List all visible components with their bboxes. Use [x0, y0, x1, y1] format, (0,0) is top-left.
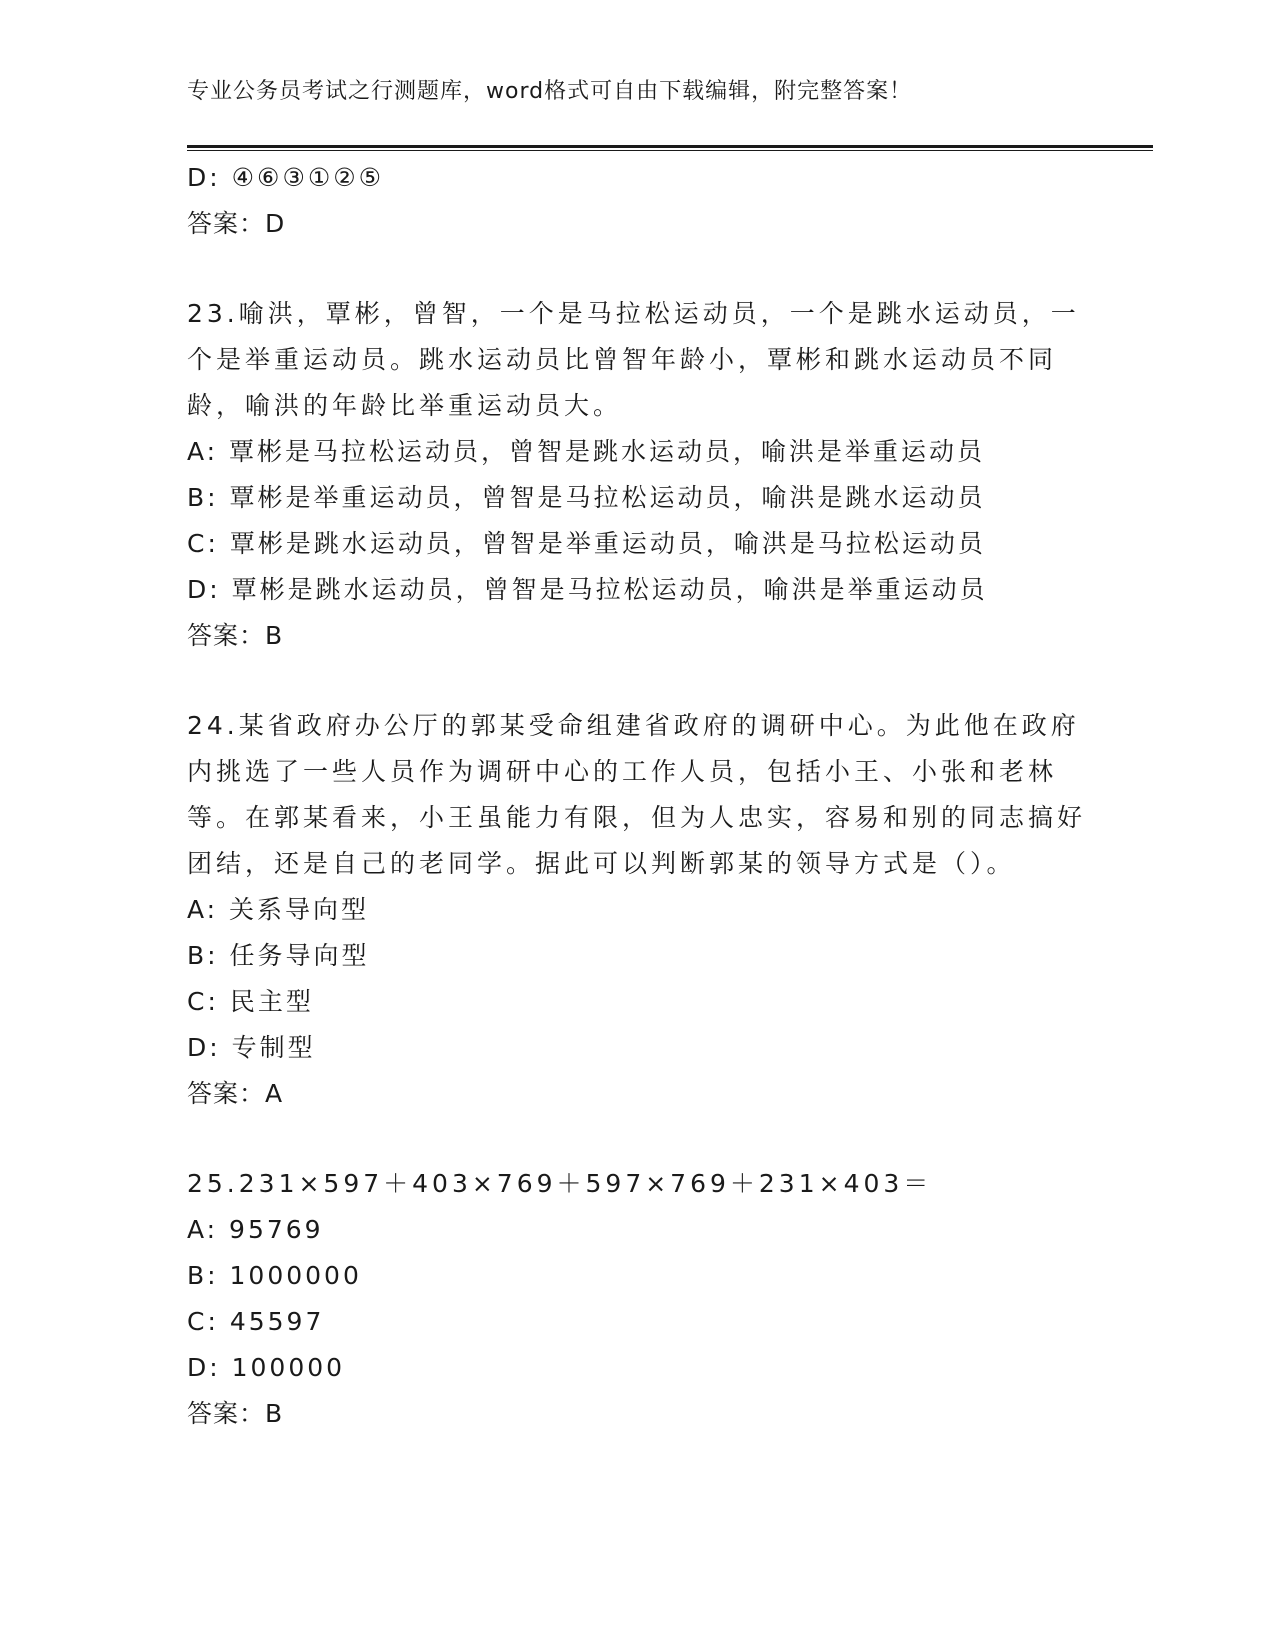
option-a: A: 覃彬是马拉松运动员，曾智是跳水运动员，喻洪是举重运动员 [187, 437, 986, 466]
question-stem: 23.喻洪，覃彬，曾智，一个是马拉松运动员，一个是跳水运动员，一个是举重运动员。跳水运动员比曾智年龄小，覃彬和跳水运动员不同龄，喻洪的年龄比举重运动员大。 [187, 299, 1080, 420]
spacer [187, 659, 1087, 703]
option-c: C: 民主型 [187, 987, 314, 1016]
prev-question-option-d: D: ④⑥③①②⑤ [187, 163, 385, 192]
option-d: D: 100000 [187, 1353, 346, 1382]
question-stem: 25.231×597＋403×769＋597×769＋231×403＝ [187, 1169, 933, 1198]
option-d: D: 覃彬是跳水运动员，曾智是马拉松运动员，喻洪是举重运动员 [187, 575, 988, 604]
question-block-23 [187, 291, 1087, 659]
answer-line: 答案：A [187, 1079, 284, 1108]
answer-line: 答案：B [187, 1399, 284, 1428]
question-block-24 [187, 703, 1087, 1117]
option-b: B: 任务导向型 [187, 941, 370, 970]
option-b: B: 1000000 [187, 1261, 362, 1290]
option-a: A: 关系导向型 [187, 895, 370, 924]
option-b: B: 覃彬是举重运动员，曾智是马拉松运动员，喻洪是跳水运动员 [187, 483, 986, 512]
header-rule-thin [187, 150, 1153, 151]
document-body [187, 155, 1087, 1437]
option-d: D: 专制型 [187, 1033, 316, 1062]
question-stem: 24.某省政府办公厅的郭某受命组建省政府的调研中心。为此他在政府内挑选了一些人员作为调研中心的工作人员，包括小王、小张和老林等。在郭某看来，小王虽能力有限，但为人忠实，容易和别的同志搞好团结，还是自己的老同学。据此可以判断郭某的领导方式是（）。 [187, 711, 1087, 878]
option-a: A: 95769 [187, 1215, 324, 1244]
answer-line: 答案：B [187, 621, 284, 650]
spacer [187, 1117, 1087, 1161]
spacer [187, 247, 1087, 291]
option-c: C: 覃彬是跳水运动员，曾智是举重运动员，喻洪是马拉松运动员 [187, 529, 986, 558]
question-block-25 [187, 1161, 1087, 1437]
header-rule-thick [187, 145, 1153, 148]
option-c: C: 45597 [187, 1307, 325, 1336]
prev-question-answer: 答案：D [187, 209, 286, 238]
page-header: 专业公务员考试之行测题库，word格式可自由下载编辑，附完整答案！ [187, 79, 913, 104]
